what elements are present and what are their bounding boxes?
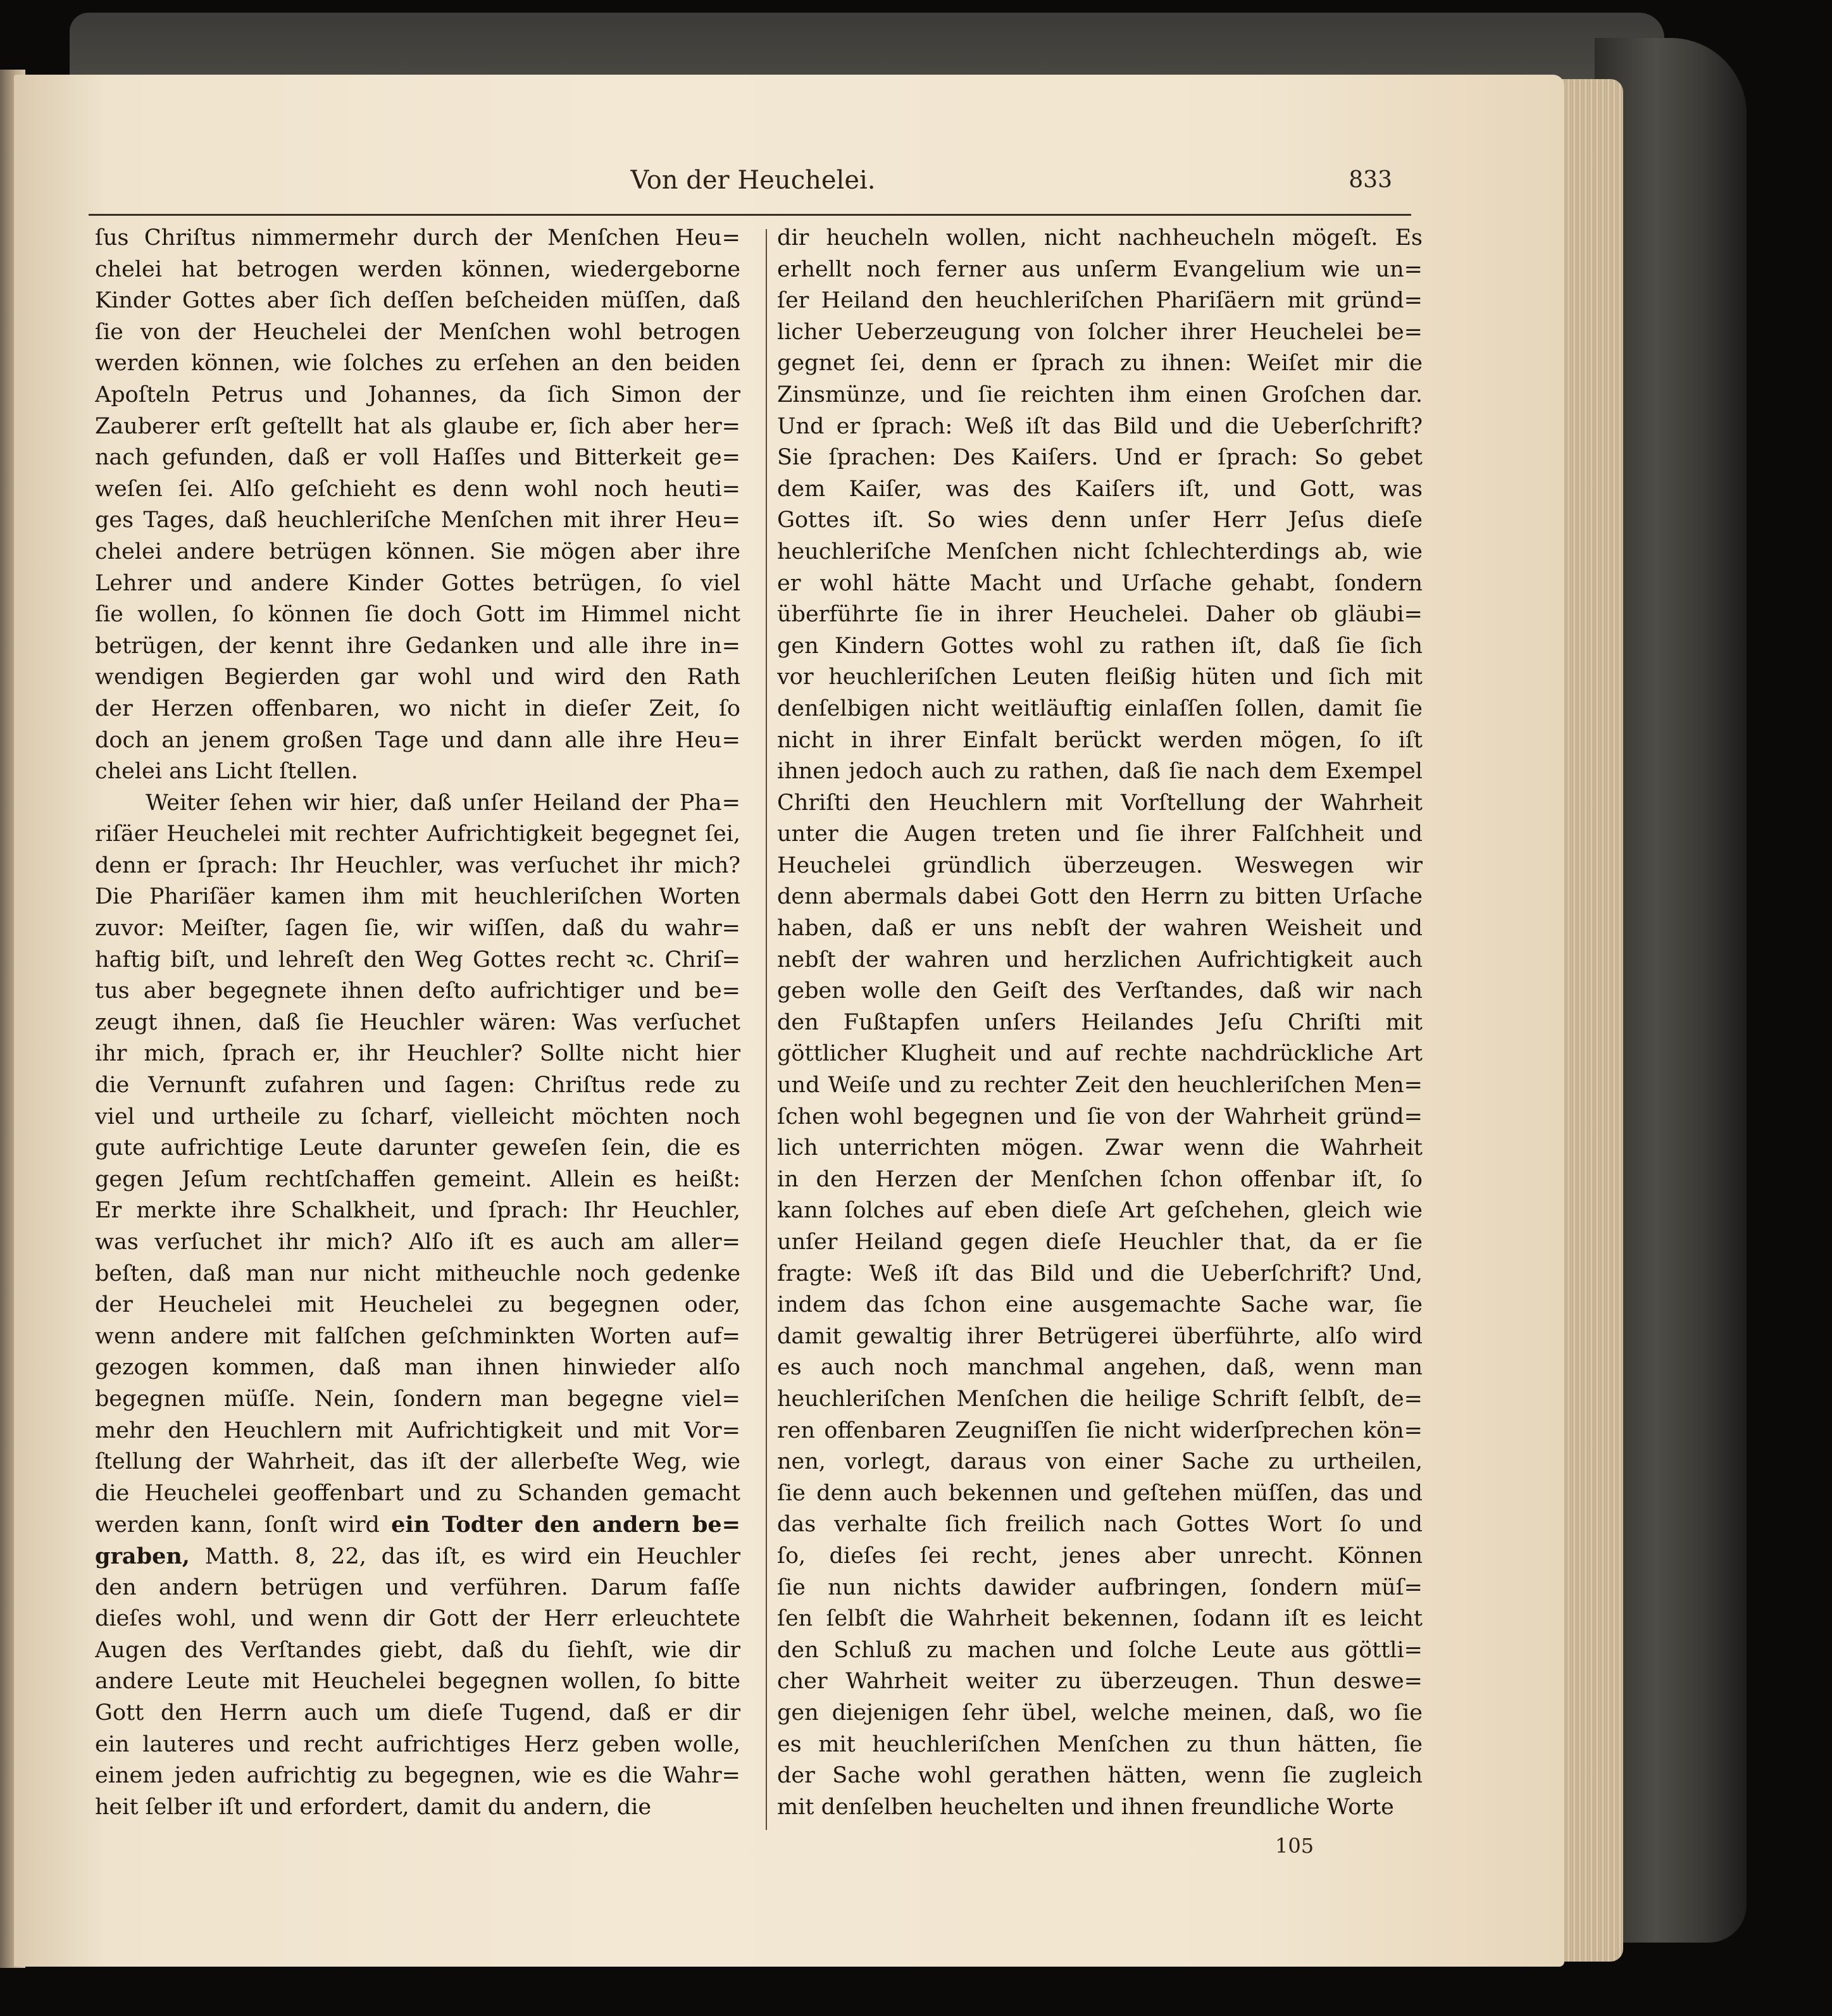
text-line: gegen Jeſum rechtſchaffen gemeint. Allein es heißt: bbox=[95, 1166, 740, 1192]
text-line: beſten, daß man nur nicht mitheuchle noch gedenke bbox=[95, 1260, 740, 1286]
text-line: damit gewaltig ihrer Betrügerei überführte, alſo wird bbox=[777, 1323, 1423, 1349]
text-line: es auch noch manchmal angehen, daß, wenn man bbox=[777, 1355, 1423, 1381]
text-line: Lehrer und andere Kinder Gottes betrügen, ſo viel bbox=[95, 570, 740, 596]
text-line: zeugt ihnen, daß ſie Heuchler wären: Was verſuchet bbox=[95, 1009, 740, 1035]
text-line: werden kann, ſonſt wird ein Todter den andern be= bbox=[95, 1512, 740, 1538]
text-line: und Weiſe und zu rechter Zeit den heuchleriſchen Men= bbox=[777, 1073, 1423, 1098]
header-rule bbox=[89, 214, 1411, 216]
text-line: Augen des Verſtandes giebt, daß du ſiehſt, wie dir bbox=[95, 1637, 740, 1663]
text-line: in den Herzen der Menſchen ſchon offenbar iſt, ſo bbox=[777, 1166, 1423, 1192]
text-line: ſo, dieſes ſei recht, jenes aber unrecht. Können bbox=[777, 1543, 1423, 1569]
text-line: tus aber begegnete ihnen deſto aufrichtiger und be= bbox=[95, 978, 740, 1004]
text-line: Apoſteln Petrus und Johannes, da ſich Simon der bbox=[95, 382, 740, 408]
text-line: werden können, wie ſolches zu erſehen an den beiden bbox=[95, 351, 740, 376]
text-line: Die Phariſäer kamen ihm mit heuchleriſchen Worten bbox=[95, 884, 740, 910]
text-line: indem das ſchon eine ausgemachte Sache war, ſie bbox=[777, 1292, 1423, 1318]
text-line: den andern betrügen und verführen. Darum faſſe bbox=[95, 1574, 740, 1600]
text-line: ſie von der Heuchelei der Menſchen wohl betrogen bbox=[95, 319, 740, 345]
text-line: das verhalte ſich freilich nach Gottes Wort ſo und bbox=[777, 1512, 1423, 1538]
running-head bbox=[114, 166, 1392, 210]
text-line: ihnen jedoch auch zu rathen, daß ſie nach dem Exempel bbox=[777, 759, 1423, 785]
text-line: Chriſti den Heuchlern mit Vorſtellung der Wahrheit bbox=[777, 790, 1423, 816]
text-line: göttlicher Klugheit und auf rechte nachdrückliche Art bbox=[777, 1041, 1423, 1067]
text-line: zuvor: Meiſter, ſagen ſie, wir wiſſen, daß du wahr= bbox=[95, 916, 740, 942]
text-line: erhellt noch ferner aus unſerm Evangelium wie un= bbox=[777, 256, 1423, 282]
text-line: haftig biſt, und lehreſt den Weg Gottes recht ꝛc. Chriſ= bbox=[95, 947, 740, 973]
text-line: heuchleriſchen Menſchen die heilige Schrift ſelbſt, de= bbox=[777, 1386, 1423, 1412]
text-line: einem jeden aufrichtig zu begegnen, wie es die Wahr= bbox=[95, 1763, 740, 1789]
page-number: 833 bbox=[1349, 167, 1392, 193]
text-line: fragte: Weß iſt das Bild und die Ueberſchrift? Und, bbox=[777, 1260, 1423, 1286]
text-line: betrügen, der kennt ihre Gedanken und alle ihre in= bbox=[95, 633, 740, 659]
text-line: der Sache wohl gerathen hätten, wenn ſie zugleich bbox=[777, 1763, 1423, 1789]
text-line: heuchleriſche Menſchen nicht ſchlechterdings ab, wie bbox=[777, 538, 1423, 564]
text-line: es mit heuchleriſchen Menſchen zu thun hätten, ſie bbox=[777, 1731, 1423, 1757]
text-line: heit ſelber iſt und erfordert, damit du andern, die bbox=[95, 1794, 652, 1820]
text-line: weſen ſei. Alſo geſchieht es denn wohl noch heuti= bbox=[95, 476, 740, 502]
text-line: ein lauteres und recht aufrichtiges Herz geben wolle, bbox=[95, 1731, 740, 1757]
text-line: dieſes wohl, und wenn dir Gott der Herr erleuchtete bbox=[95, 1606, 740, 1632]
text-line: ren offenbaren Zeugniſſen ſie nicht widerſprechen kön= bbox=[777, 1417, 1423, 1443]
text-column-right bbox=[777, 223, 1423, 1823]
text-line: wenn andere mit falſchen geſchminkten Worten auf= bbox=[95, 1323, 740, 1349]
text-line: chelei ans Licht ſtellen. bbox=[95, 759, 358, 785]
text-line: ſus Chriſtus nimmermehr durch der Menſchen Heu= bbox=[95, 225, 740, 251]
page-title: Von der Heuchelei. bbox=[630, 166, 876, 195]
text-line: Er merkte ihre Schalkheit, und ſprach: Ihr Heuchler, bbox=[95, 1198, 740, 1224]
column-divider bbox=[766, 229, 767, 1830]
text-line: Heuchelei gründlich überzeugen. Weswegen wir bbox=[777, 852, 1423, 878]
text-line: Und er ſprach: Weß iſt das Bild und die Ueberſchrift? bbox=[777, 413, 1423, 439]
text-line: unſer Heiland gegen dieſe Heuchler that, da er ſie bbox=[777, 1229, 1423, 1255]
text-line: mit denſelben heuchelten und ihnen freundliche Worte bbox=[777, 1794, 1394, 1820]
text-line: licher Ueberzeugung von ſolcher ihrer Heuchelei be= bbox=[777, 319, 1423, 345]
text-line: ſtellung der Wahrheit, das iſt der allerbeſte Weg, wie bbox=[95, 1449, 740, 1475]
text-line: graben, Matth. 8, 22, das iſt, es wird ein Heuchler bbox=[95, 1543, 740, 1569]
text-line: kann ſolches auf eben dieſe Art geſchehen, gleich wie bbox=[777, 1198, 1423, 1224]
text-line: geben wolle den Geiſt des Verſtandes, daß wir nach bbox=[777, 978, 1423, 1004]
text-line: Kinder Gottes aber ſich deſſen beſcheiden müſſen, daß bbox=[95, 288, 740, 314]
text-line: der Herzen offenbaren, wo nicht in dieſer Zeit, ſo bbox=[95, 695, 740, 721]
text-line: ſie denn auch bekennen und geſtehen müſſen, das und bbox=[777, 1480, 1423, 1506]
text-line: Zauberer erſt geſtellt hat als glaube er, ſich aber her= bbox=[95, 413, 740, 439]
text-line: ſie wollen, ſo können ſie doch Gott im Himmel nicht bbox=[95, 602, 740, 628]
text-line: gezogen kommen, daß man ihnen hinwieder alſo bbox=[95, 1355, 740, 1381]
text-line: nach gefunden, daß er voll Haſſes und Bitterkeit ge= bbox=[95, 445, 740, 471]
text-line: haben, daß er uns nebſt der wahren Weisheit und bbox=[777, 916, 1423, 942]
text-line: nen, vorlegt, daraus von einer Sache zu urtheilen, bbox=[777, 1449, 1423, 1475]
text-line: ſer Heiland den heuchleriſchen Phariſäern mit gründ= bbox=[777, 288, 1423, 314]
text-line: chelei andere betrügen können. Sie mögen aber ihre bbox=[95, 538, 740, 564]
text-line: er wohl hätte Macht und Urſache gehabt, ſondern bbox=[777, 570, 1423, 596]
text-line: unter die Augen treten und ſie ihrer Falſchheit und bbox=[777, 821, 1423, 847]
text-line: ſchen wohl begegnen und ſie von der Wahrheit gründ= bbox=[777, 1104, 1423, 1129]
text-line: denſelbigen nicht weitläuftig einlaſſen ſollen, damit ſie bbox=[777, 695, 1423, 721]
text-line: gute aufrichtige Leute darunter geweſen ſein, die es bbox=[95, 1135, 740, 1161]
text-line: gen Kindern Gottes wohl zu rathen iſt, daß ſie ſich bbox=[777, 633, 1423, 659]
text-line: vor heuchleriſchen Leuten fleißig hüten und ſich mit bbox=[777, 664, 1423, 690]
text-column-left bbox=[95, 223, 740, 1823]
text-line: ges Tages, daß heuchleriſche Menſchen mit ihrer Heu= bbox=[95, 507, 740, 533]
text-line: den Schluß zu machen und ſolche Leute aus göttli= bbox=[777, 1637, 1423, 1663]
text-line: Gott den Herrn auch um dieſe Tugend, daß er dir bbox=[95, 1700, 740, 1726]
text-line: den Fußtapfen unſers Heilandes Jeſu Chriſti mit bbox=[777, 1009, 1423, 1035]
text-line: wendigen Begierden gar wohl und wird den Rath bbox=[95, 664, 740, 690]
text-line: überführte ſie in ihrer Heuchelei. Daher ob gläubi= bbox=[777, 602, 1423, 628]
text-line: Zinsmünze, und ſie reichten ihm einen Groſchen dar. bbox=[777, 382, 1423, 408]
text-line: nicht in ihrer Einfalt berückt werden mögen, ſo iſt bbox=[777, 727, 1423, 753]
text-line: Weiter ſehen wir hier, daß unſer Heiland der Pha= bbox=[146, 790, 740, 816]
text-line: denn abermals dabei Gott den Herrn zu bitten Urſache bbox=[777, 884, 1423, 910]
text-line: chelei hat betrogen werden können, wiedergeborne bbox=[95, 256, 740, 282]
text-line: mehr den Heuchlern mit Aufrichtigkeit und mit Vor= bbox=[95, 1417, 740, 1443]
text-line: denn er ſprach: Ihr Heuchler, was verſuchet ihr mich? bbox=[95, 852, 740, 878]
text-line: ſie nun nichts dawider aufbringen, ſondern müſ= bbox=[777, 1574, 1423, 1600]
text-line: was verſuchet ihr mich? Alſo iſt es auch am aller= bbox=[95, 1229, 740, 1255]
text-line: Gottes iſt. So wies denn unſer Herr Jeſus dieſe bbox=[777, 507, 1423, 533]
text-line: Sie ſprachen: Des Kaiſers. Und er ſprach: So gebet bbox=[777, 445, 1423, 471]
text-line: cher Wahrheit weiter zu überzeugen. Thun deswe= bbox=[777, 1669, 1423, 1695]
text-line: die Vernunft zufahren und ſagen: Chriſtus rede zu bbox=[95, 1073, 740, 1098]
text-line: nebſt der wahren und herzlichen Aufrichtigkeit auch bbox=[777, 947, 1423, 973]
text-line: dem Kaiſer, was des Kaiſers iſt, und Gott, was bbox=[777, 476, 1423, 502]
text-line: ihr mich, ſprach er, ihr Heuchler? Sollte nicht hier bbox=[95, 1041, 740, 1067]
text-line: gegnet ſei, denn er ſprach zu ihnen: Weiſet mir die bbox=[777, 351, 1423, 376]
text-line: gen diejenigen ſehr übel, welche meinen, daß, wo ſie bbox=[777, 1700, 1423, 1726]
text-line: der Heuchelei mit Heuchelei zu begegnen oder, bbox=[95, 1292, 740, 1318]
text-line: begegnen müſſe. Nein, ſondern man begegne viel= bbox=[95, 1386, 740, 1412]
signature-mark: 105 bbox=[1275, 1834, 1314, 1858]
text-line: doch an jenem großen Tage und dann alle ihre Heu= bbox=[95, 727, 740, 753]
text-line: die Heuchelei geoffenbart und zu Schanden gemacht bbox=[95, 1480, 740, 1506]
text-line: dir heucheln wollen, nicht nachheucheln mögeſt. Es bbox=[777, 225, 1423, 251]
text-line: riſäer Heuchelei mit rechter Aufrichtigkeit begegnet ſei, bbox=[95, 821, 740, 847]
text-line: andere Leute mit Heuchelei begegnen wollen, ſo bitte bbox=[95, 1669, 740, 1695]
text-line: viel und urtheile zu ſcharf, vielleicht möchten noch bbox=[95, 1104, 740, 1129]
text-line: ſen ſelbſt die Wahrheit bekennen, ſodann iſt es leicht bbox=[777, 1606, 1423, 1632]
text-line: lich unterrichten mögen. Zwar wenn die Wahrheit bbox=[777, 1135, 1423, 1161]
